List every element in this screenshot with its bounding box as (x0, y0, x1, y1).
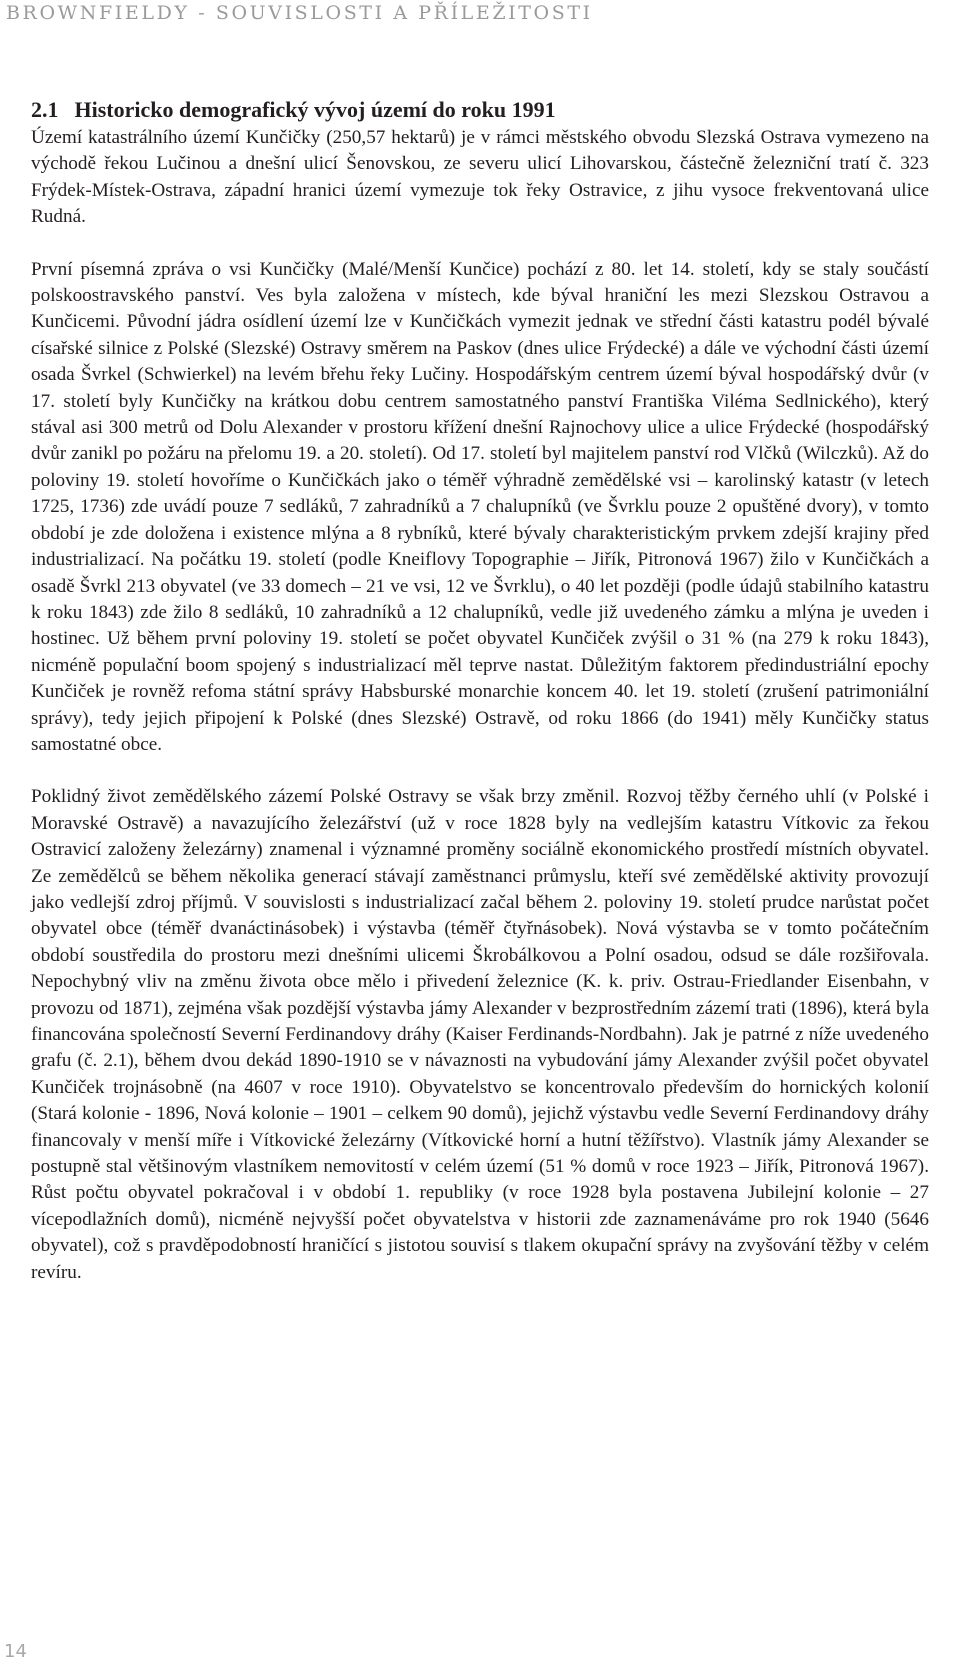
section-number: 2.1 (31, 97, 59, 122)
section-heading (31, 96, 929, 123)
page-content (31, 96, 929, 1286)
section-title: Historicko demografický vývoj území do roku 1991 (74, 97, 556, 122)
paragraph-village-history: První písemná zpráva o vsi Kunčičky (Malé/Menší Kunčice) pochází z 80. let 14. století, kdy se staly součástí polskoostravského panství. Ves byla založena v místech, kde býval hraniční les mezi Slezskou Ostravou a Kunčicemi. Původní jádra osídlení území lze v Kunčičkách vymezit jednak ve střední části katastru podél bývalé císařské silnice z Polské (Slezské) Ostravy směrem na Paskov (dnes ulice Frýdecké) a dále ve východní části území osada Švrkel (Schwierkel) na levém břehu řeky Lučiny. Hospodářským centrem území býval hospodářský dvůr (v 17. století byly Kunčičky na krátkou dobu centrem samostatného panství Františka Viléma Sedlnického), který stával asi 300 metrů od Dolu Alexander v prostoru křížení dnešní Rajnochovy ulice a ulice Frýdecké (hospodářský dvůr zanikl po požáru na přelomu 19. a 20. století). Od 17. století byl majitelem panství rod Vlčků (Wilczků). Až do poloviny 19. století hovoříme o Kunčičkách jako o téměř výhradně zemědělské vsi – karolinský katastr (v letech 1725, 1736) zde uvádí pouze 7 sedláků, 7 zahradníků a 7 chalupníků (ve Švrklu pouze 2 opuštěné dvory), v tomto období je zde doložena i existence mlýna a 8 rybníků, které bývaly charakteristickým prvkem zdejší krajiny před industrializací. Na počátku 19. století (podle Kneiflovy Topographie – Jiřík, Pitronová 1967) žilo v Kunčičkách a osadě Švrkl 213 obyvatel (ve 33 domech – 21 ve vsi, 12 ve Švrklu), o 40 let později (podle údajů stabilního katastru k roku 1843) zde žilo 8 sedláků, 10 zahradníků a 12 chalupníků, vedle již uvedeného zámku a mlýna je uveden i hostinec. Už během první poloviny 19. století se počet obyvatel Kunčiček zvýšil o 31 % (na 279 k roku 1843), nicméně populační boom spojený s industrializací měl teprve nastat. Důležitým faktorem předindustriální epochy Kunčiček je rovněž refoma státní správy Habsburské monarchie koncem 40. let 19. století (zrušení patrimoniální správy), tedy jejich připojení k Polské (dnes Slezské) Ostravě, od roku 1866 (do 1941) měly Kunčičky status samostatné obce. (31, 258, 929, 755)
page-number: 14 (4, 1641, 27, 1662)
paragraph-industrialization: Poklidný život zemědělského zázemí Polské Ostravy se však brzy změnil. Rozvoj těžby černého uhlí (v Polské i Moravské Ostravě) a navazujícího železářství (už v roce 1828 byly na vedlejším katastru Vítkovic za řekou Ostravicí založeny železárny) znamenal i významné proměny sociálně ekonomického prostředí místních obyvatel. Ze zemědělců se během několika generací stávají zaměstnanci průmyslu, kteří své zemědělské aktivity provozují jako vedlejší zdroj příjmů. V souvislosti s industrializací začal během 2. poloviny 19. století prudce narůstat počet obyvatel obce (téměř dvanáctinásobek) i výstavba (téměř čtyřnásobek). Nová výstavba se v tomto počátečním období soustředila do prostoru mezi dnešními ulicemi Škrobálkovou a Polní osadou, odsud se dále rozšiřovala. Nepochybný vliv na změnu života obce mělo i přivedení železnice (K. k. priv. Ostrau-Friedlander Eisenbahn, v provozu od 1871), zejména však pozdější výstavba jámy Alexander v bezprostředním zázemí trati (1896), která byla financována společností Severní Ferdinandovy dráhy (Kaiser Ferdinands-Nordbahn). Jak je patrné z níže uvedeného grafu (č. 2.1), během dvou dekád 1890-1910 se v návaznosti na vybudování jámy Alexander zvýšil počet obyvatel Kunčiček trojnásobně (na 4607 v roce 1910). Obyvatelstvo se koncentrovalo především do hornických kolonií (Stará kolonie - 1896, Nová kolonie – 1901 – celkem 90 domů), jejichž výstavbu vedle Severní Ferdinandovy dráhy financovaly v menší míře i Vítkovické železárny (Vítkovické horní a hutní těžířstvo). Vlastník jámy Alexander se postupně stal většinovým vlastníkem nemovitostí v celém území (51 % domů v roce 1923 – Jiřík, Pitronová 1967). Růst počtu obyvatel pokračoval i v období 1. republiky (v roce 1928 byla postavena Jubilejní kolonie – 27 vícepodlažních domů), nicméně nejvyšší počet obyvatelstva v historii zde zaznamenáváme pro rok 1940 (5646 obyvatel), což s pravděpodobností hraničící s jistotou souvisí s tlakem okupační správy na zvyšování těžby v celém revíru. (31, 786, 929, 1283)
paragraph-territory-boundaries: Území katastrálního území Kunčičky (250,57 hektarů) je v rámci městského obvodu Slezská Ostrava vymezeno na východě řekou Lučinou a dnešní ulicí Šenovskou, ze severu ulicí Lihovarskou, částečně železniční tratí č. 323 Frýdek-Místek-Ostrava, západní hranici území vymezuje tok řeky Ostravice, z jihu vysoce frekventovaná ulice Rudná. (31, 127, 929, 228)
running-header: BROWNFIELDY - SOUVISLOSTI A PŘÍLEŽITOSTI (6, 2, 593, 24)
